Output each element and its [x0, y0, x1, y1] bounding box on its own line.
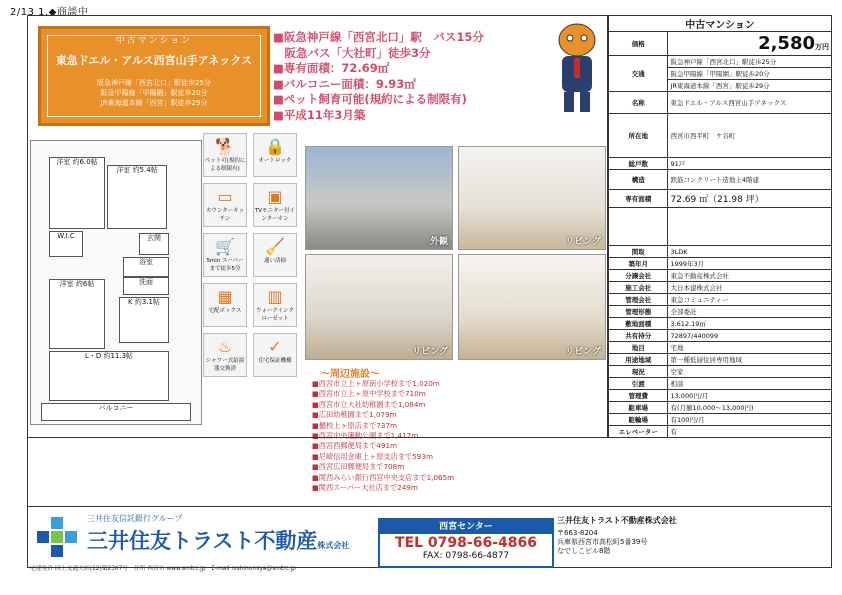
row-value: 72.69 ㎡（21.98 坪） [668, 190, 832, 208]
name-label: 名称 [609, 92, 668, 114]
title-access: 阪急甲陽線「甲陽園」駅徒歩20分 [100, 89, 208, 97]
row-value: 3,612.19㎡ [668, 318, 832, 330]
catch-line: ■バルコニー面積：9.93㎡ [273, 76, 416, 91]
traffic-line: 阪急神戸線「西宮北口」駅徒歩25分 [668, 56, 832, 68]
photo-exterior: 外観 [305, 146, 453, 250]
row-value: 東急不動産株式会社 [668, 270, 832, 282]
cleaning-icon: 🧹 通い清掃 [253, 233, 297, 277]
closet-icon: ▥ ウォークインクローゼット [253, 283, 297, 327]
row-label: 分譲会社 [609, 270, 668, 282]
company-group: 三井住友信託銀行グループ [87, 514, 183, 523]
surrounding-item: ■西宮広田郵便局まで708m [312, 462, 405, 472]
row-value: 空家 [668, 366, 832, 378]
row-value: 全部委託 [668, 306, 832, 318]
row-value: 東急コミュニティー [668, 294, 832, 306]
delivery-box-icon: ▦ 宅配ボックス [203, 283, 247, 327]
plan-room: バルコニー [41, 403, 191, 421]
title-name: 東急ドエル・アルス西宮山手アネックス [55, 54, 253, 67]
row-value: 鉄筋コンクリート造地上4階建 [668, 170, 832, 190]
catch-line: ■ペット飼育可能(規約による制限有) [273, 92, 467, 106]
row-value: 第一種低層住居専用地域 [668, 354, 832, 366]
row-label: 専有面積 [609, 190, 668, 208]
table-kind: 中古マンション [609, 16, 832, 32]
warranty-icon: ✓ 住宅保証機構 [253, 333, 297, 377]
row-label: 共有持分 [609, 330, 668, 342]
row-label: 管理形態 [609, 306, 668, 318]
row-label: 管理費 [609, 390, 668, 402]
tiger-mascot-icon [548, 18, 606, 118]
surrounding-item: ■広田幼稚園まで1,079m [312, 410, 397, 420]
plan-room: 玄関 [139, 233, 169, 255]
plan-room: L・D 約11.3帖 [49, 351, 169, 401]
water-heater-icon: ♨ シャワー式給湯器交換済 [203, 333, 247, 377]
catch-line: 阪急バス「大社町」徒歩3分 [273, 45, 431, 60]
row-label: 構造 [609, 170, 668, 190]
surrounding-item: ■関西スーパー大社店まで249m [312, 483, 418, 493]
row-label: 駐車場 [609, 402, 668, 414]
tel-box [378, 518, 554, 568]
catch-copy [273, 30, 533, 123]
surrounding-item: ■西宮市立上ヶ原南小学校まで1,020m [312, 379, 440, 388]
row-label: 現況 [609, 366, 668, 378]
surrounding-item: ■樋校上ヶ原店まで737m [312, 420, 398, 430]
center-name: 西宮センター [380, 520, 552, 534]
row-value: 3LDK [668, 246, 832, 258]
company-corp: 三井住友トラスト不動産株式会社 [557, 516, 677, 525]
property-table [607, 15, 832, 438]
autolock-icon: 🔒 オートロック [253, 133, 297, 177]
plan-room: W.I.C [49, 231, 83, 257]
property-title-box [38, 26, 270, 126]
price-unit: 万円 [815, 43, 829, 51]
plan-room: 洋室 約6.0帖 [49, 157, 105, 229]
row-label: 敷地面積 [609, 318, 668, 330]
remarks-area [27, 437, 607, 490]
title-access: JR東海道本線「西宮」駅徒歩29分 [100, 99, 208, 107]
company-logo-icon [35, 515, 79, 559]
title-kind: 中古マンション [115, 36, 193, 46]
company-addr: 兵庫県西宮市高松町5番39号 [557, 538, 648, 546]
surrounding-item: ■西宮中央運動公園まで1,417m [312, 431, 419, 441]
catch-line: ■阪急神戸線「西宮北口」駅 バス15分 [273, 30, 484, 44]
surrounding-item: ■西宮市立上ヶ原中学校まで710m [312, 389, 426, 399]
row-label: エレベーター [609, 426, 668, 438]
row-value: 相談 [668, 378, 832, 390]
name-value: 東急ドエル・アルス西宮山手アネックス [668, 92, 832, 114]
addr-label: 所在地 [609, 114, 668, 158]
row-label: 地目 [609, 342, 668, 354]
surroundings-title: 〜周辺施設〜 [320, 369, 380, 380]
company-suffix: 株式会社 [317, 541, 350, 550]
row-value: 有100円/月 [668, 414, 832, 426]
row-value: 72897/440099 [668, 330, 832, 342]
row-value: 有 [668, 426, 832, 438]
row-value: 宅地 [668, 342, 832, 354]
fax-number: FAX: 0798-66-4877 [422, 551, 510, 561]
row-label: 築年月 [609, 258, 668, 270]
company-bldg: なでしこビル8階 [557, 547, 611, 555]
company-zip: 〒663-8204 [557, 529, 598, 537]
price-label: 価格 [609, 32, 668, 56]
photo-living-1: リビング [458, 146, 606, 250]
surrounding-item: ■西宮西郵便局まで491m [312, 441, 398, 451]
plan-room: 洋室 約5.4帖 [107, 165, 167, 229]
plan-room: 浴室 [123, 257, 169, 277]
surrounding-item: ■尼崎信用金庫上ヶ原支店まで593m [312, 451, 433, 461]
plan-room: K 約3.1帖 [119, 297, 169, 343]
company-name: 三井住友トラスト不動産 [87, 529, 318, 553]
bottom-line: 宅建免許 国土交通大臣(12)第2307号 住所 西宮市 www.smtrc.jp E-mail nishinomiya@smtrc.jp [30, 566, 296, 572]
row-label: 管理会社 [609, 294, 668, 306]
supermarket-icon: 🛒 5min スーパーまで徒歩5分 [203, 233, 247, 277]
floor-plan [30, 140, 202, 425]
price-value: 2,580 [758, 33, 815, 54]
traffic-label: 交通 [609, 56, 668, 92]
row-label: 総戸数 [609, 158, 668, 170]
catch-line: ■専有面積：72.69㎡ [273, 61, 390, 75]
catch-line: ■平成11年3月築 [273, 107, 366, 122]
photo-living-2: リビング [305, 254, 453, 360]
header-text: 2/13 1.◆商談中 [10, 7, 89, 18]
surrounding-item: ■西宮市立大社幼稚園まで1,084m [312, 399, 426, 409]
row-label: 引渡 [609, 378, 668, 390]
feature-icons [203, 133, 301, 423]
traffic-line: JR東海道本線「西宮」駅徒歩29分 [668, 80, 832, 92]
row-label: 用途地域 [609, 354, 668, 366]
row-label: 駐輪場 [609, 414, 668, 426]
row-value: 大日本建株式会社 [668, 282, 832, 294]
plan-room: 洗面 [123, 277, 169, 295]
row-label: 間取 [609, 246, 668, 258]
surrounding-item: ■関西みらい銀行西宮中央支店まで1,065m [312, 472, 455, 482]
addr-value: 西宮市西平町 ケ谷町 [668, 114, 832, 158]
row-value: 13,000円/月 [668, 390, 832, 402]
tel-number[interactable]: TEL 0798-66-4866 [395, 535, 537, 551]
plan-room: 洋室 約6帖 [49, 279, 105, 349]
row-label: 施工会社 [609, 282, 668, 294]
row-value: 有(月額10,000〜13,000円) [668, 402, 832, 414]
pet-icon: 🐕 ペット可(規約による制限有) [203, 133, 247, 177]
title-access: 阪急神戸線「西宮北口」駅徒歩25分 [97, 79, 211, 87]
row-value: 1999年3月 [668, 258, 832, 270]
photo-living-3: リビング [458, 254, 606, 360]
kitchen-icon: ▭ カウンターキッチン [203, 183, 247, 227]
row-value: 91戸 [668, 158, 832, 170]
traffic-line: 阪急甲陽線「甲陽園」駅徒歩20分 [668, 68, 832, 80]
intercom-icon: ▣ TVモニター付インターホン [253, 183, 297, 227]
